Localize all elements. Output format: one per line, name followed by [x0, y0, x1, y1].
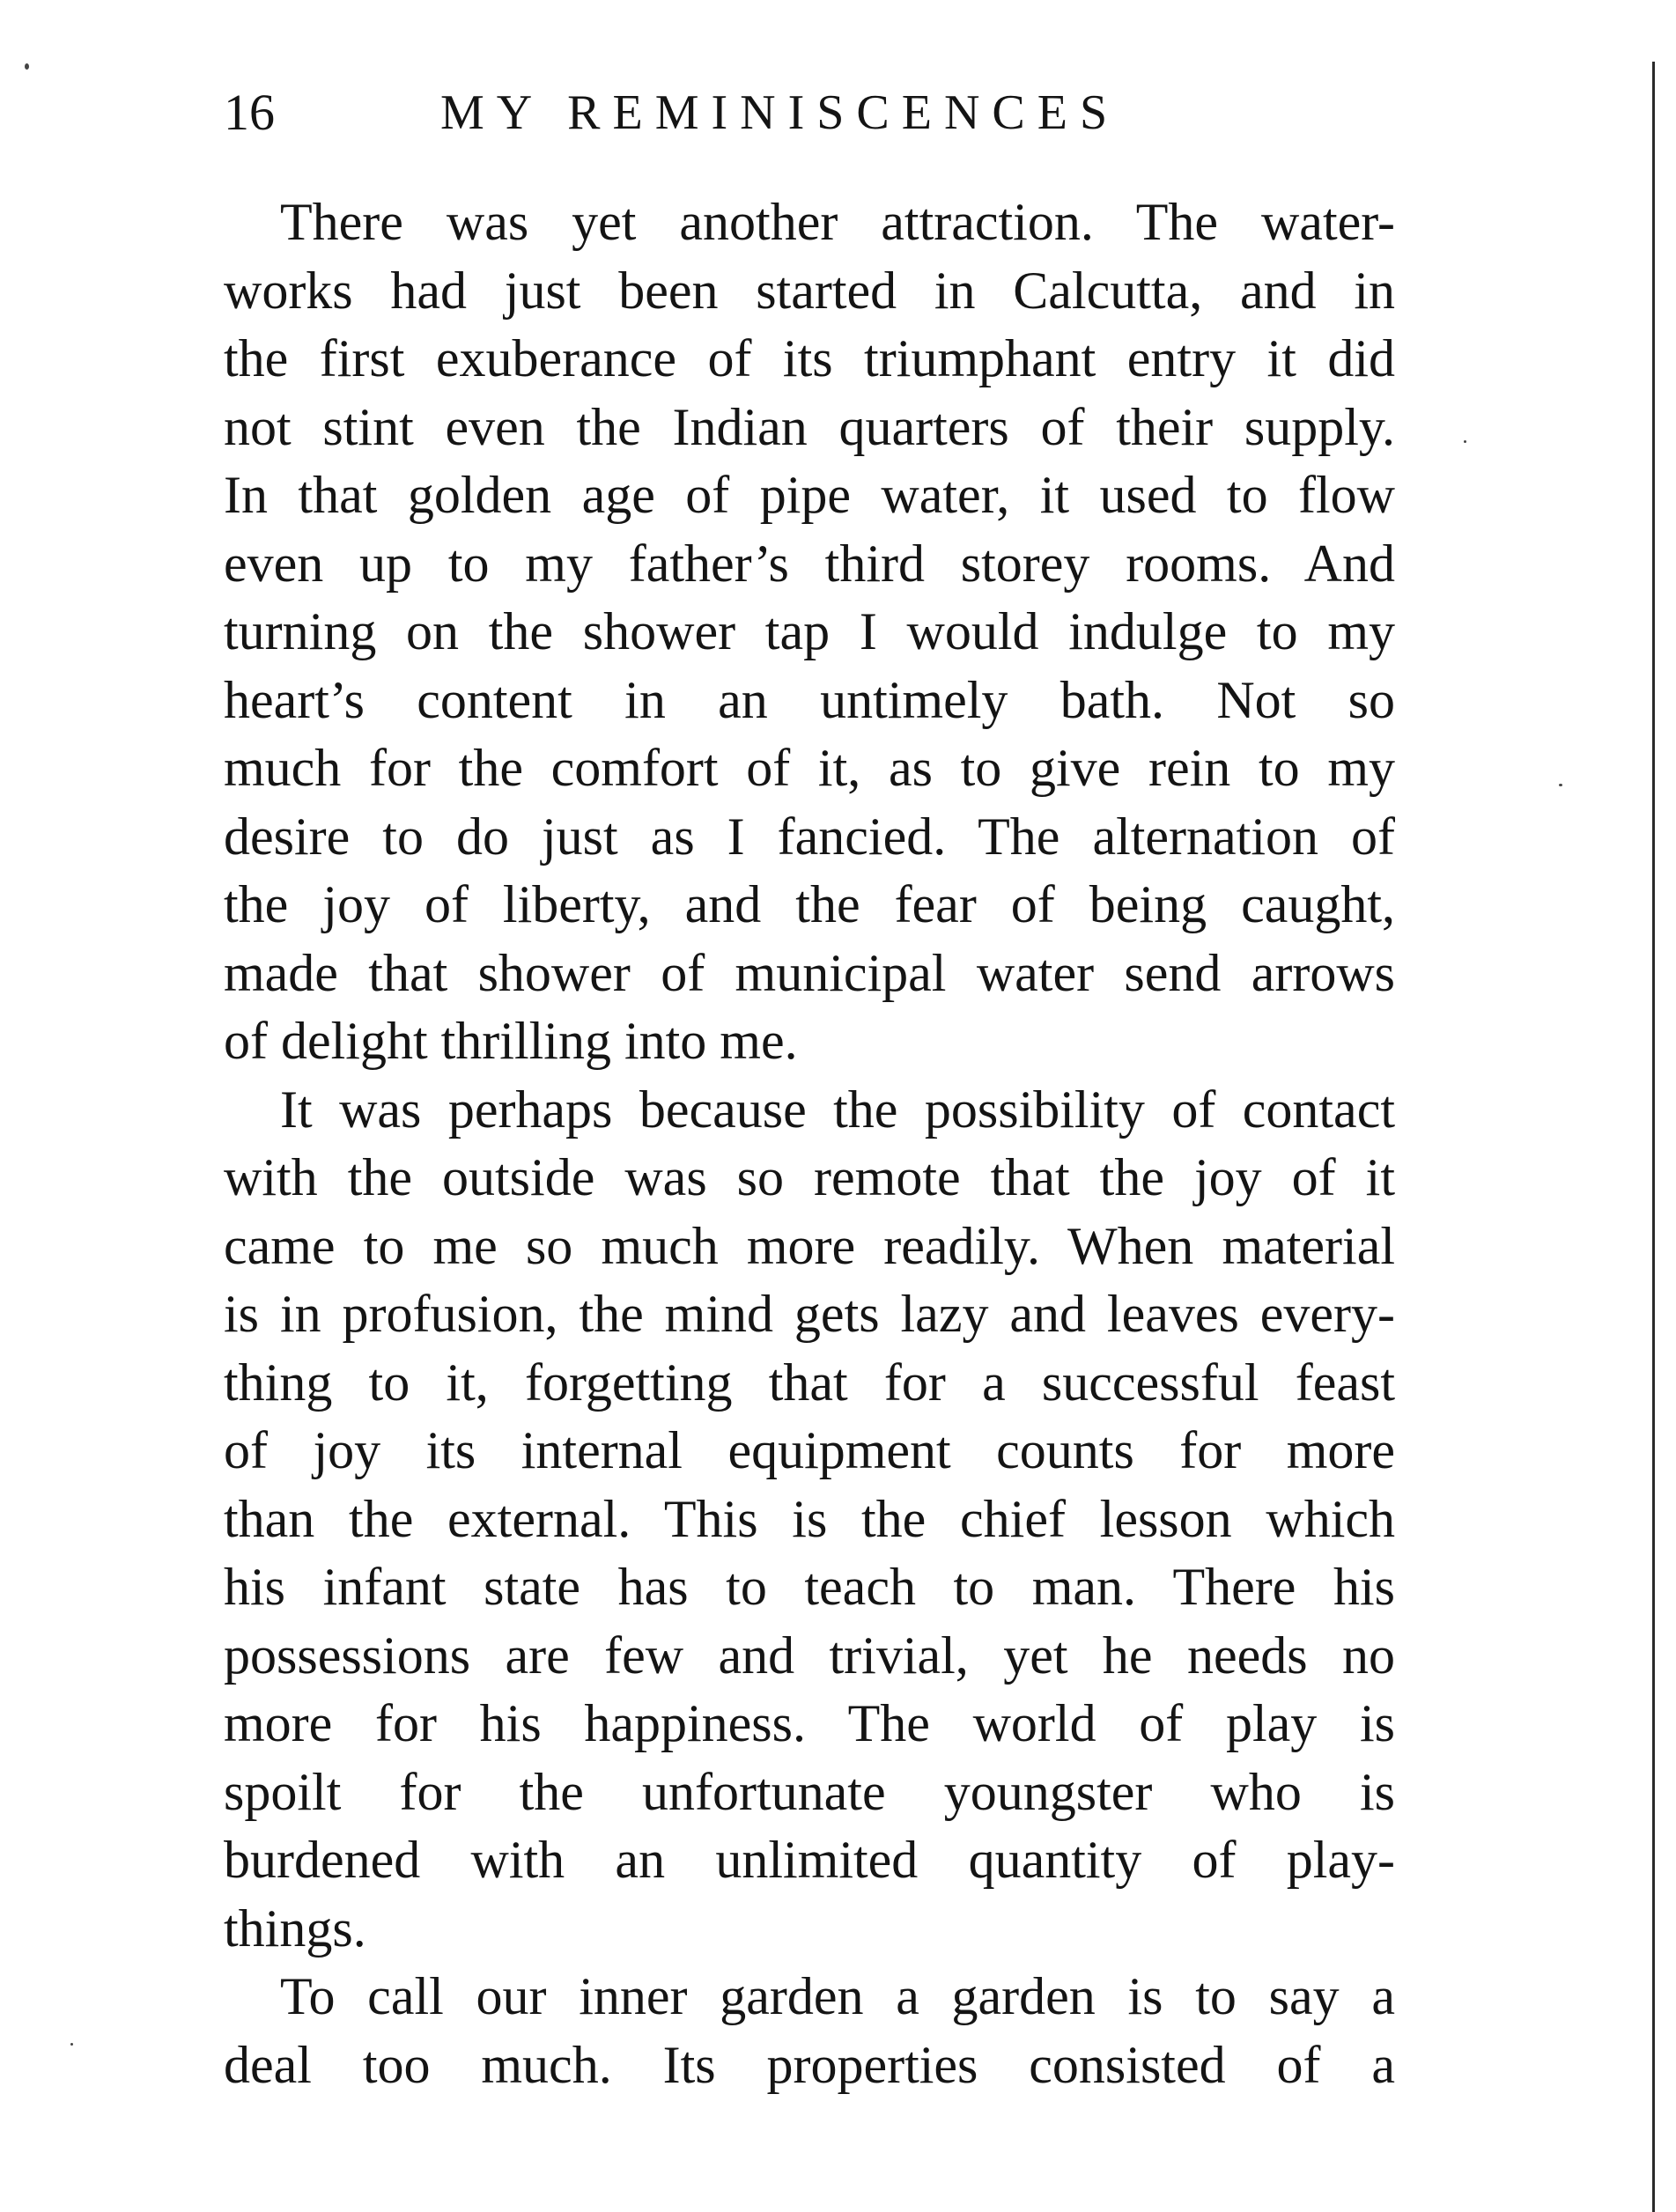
text-line: To call our inner garden a garden is to say a — [280, 1967, 1395, 2025]
text-line: heart’s content in an untimely bath. Not so — [224, 670, 1395, 729]
paragraph-3 — [224, 1963, 1395, 2099]
body-text — [224, 188, 1395, 2099]
text-line: desire to do just as I fancied. The alternation of — [224, 807, 1395, 866]
page-number: 16 — [224, 84, 275, 141]
text-line: of delight thrilling into me. — [224, 1012, 798, 1070]
text-line: things. — [224, 1899, 366, 1958]
text-line: burdened with an unlimited quantity of play- — [224, 1831, 1395, 1889]
text-line: the first exuberance of its triumphant entry it did — [224, 329, 1395, 387]
text-line: made that shower of municipal water send arrows — [224, 943, 1395, 1002]
scan-speck — [1464, 440, 1466, 443]
text-line: In that golden age of pipe water, it used to flow — [224, 466, 1395, 524]
text-line: much for the comfort of it, as to give rein to my — [224, 739, 1395, 797]
text-line: more for his happiness. The world of play is — [224, 1694, 1395, 1752]
text-line: deal too much. Its properties consisted of a — [224, 2035, 1395, 2094]
text-line: even up to my father’s third storey rooms. And — [224, 534, 1395, 593]
text-line: There was yet another attraction. The water- — [280, 193, 1395, 251]
text-line: turning on the shower tap I would indulge to my — [224, 602, 1395, 660]
text-line: than the external. This is the chief lesson which — [224, 1489, 1395, 1548]
page-header — [224, 77, 1395, 148]
scan-speck — [1559, 784, 1562, 786]
scan-speck — [70, 2043, 73, 2046]
text-line: came to me so much more readily. When material — [224, 1216, 1395, 1275]
text-line: thing to it, forgetting that for a successful feast — [224, 1353, 1395, 1412]
running-title: MY REMINISCENCES — [440, 85, 1120, 140]
text-line: possessions are few and trivial, yet he needs no — [224, 1626, 1395, 1685]
scan-speck — [25, 63, 29, 70]
scan-page-edge — [1652, 62, 1655, 2212]
text-line: works had just been started in Calcutta, and in — [224, 261, 1395, 320]
text-line: not stint even the Indian quarters of their supply. — [224, 397, 1395, 456]
text-line: his infant state has to teach to man. There his — [224, 1558, 1395, 1616]
text-line: the joy of liberty, and the fear of being caught, — [224, 875, 1395, 933]
text-line: It was perhaps because the possibility of contact — [280, 1080, 1395, 1139]
text-line: spoilt for the unfortunate youngster who is — [224, 1762, 1395, 1821]
paragraph-1 — [224, 188, 1395, 1076]
text-line: is in profusion, the mind gets lazy and leaves every- — [224, 1285, 1395, 1343]
paragraph-2 — [224, 1076, 1395, 1964]
text-line: with the outside was so remote that the joy of it — [224, 1148, 1395, 1206]
text-line: of joy its internal equipment counts for more — [224, 1421, 1395, 1479]
